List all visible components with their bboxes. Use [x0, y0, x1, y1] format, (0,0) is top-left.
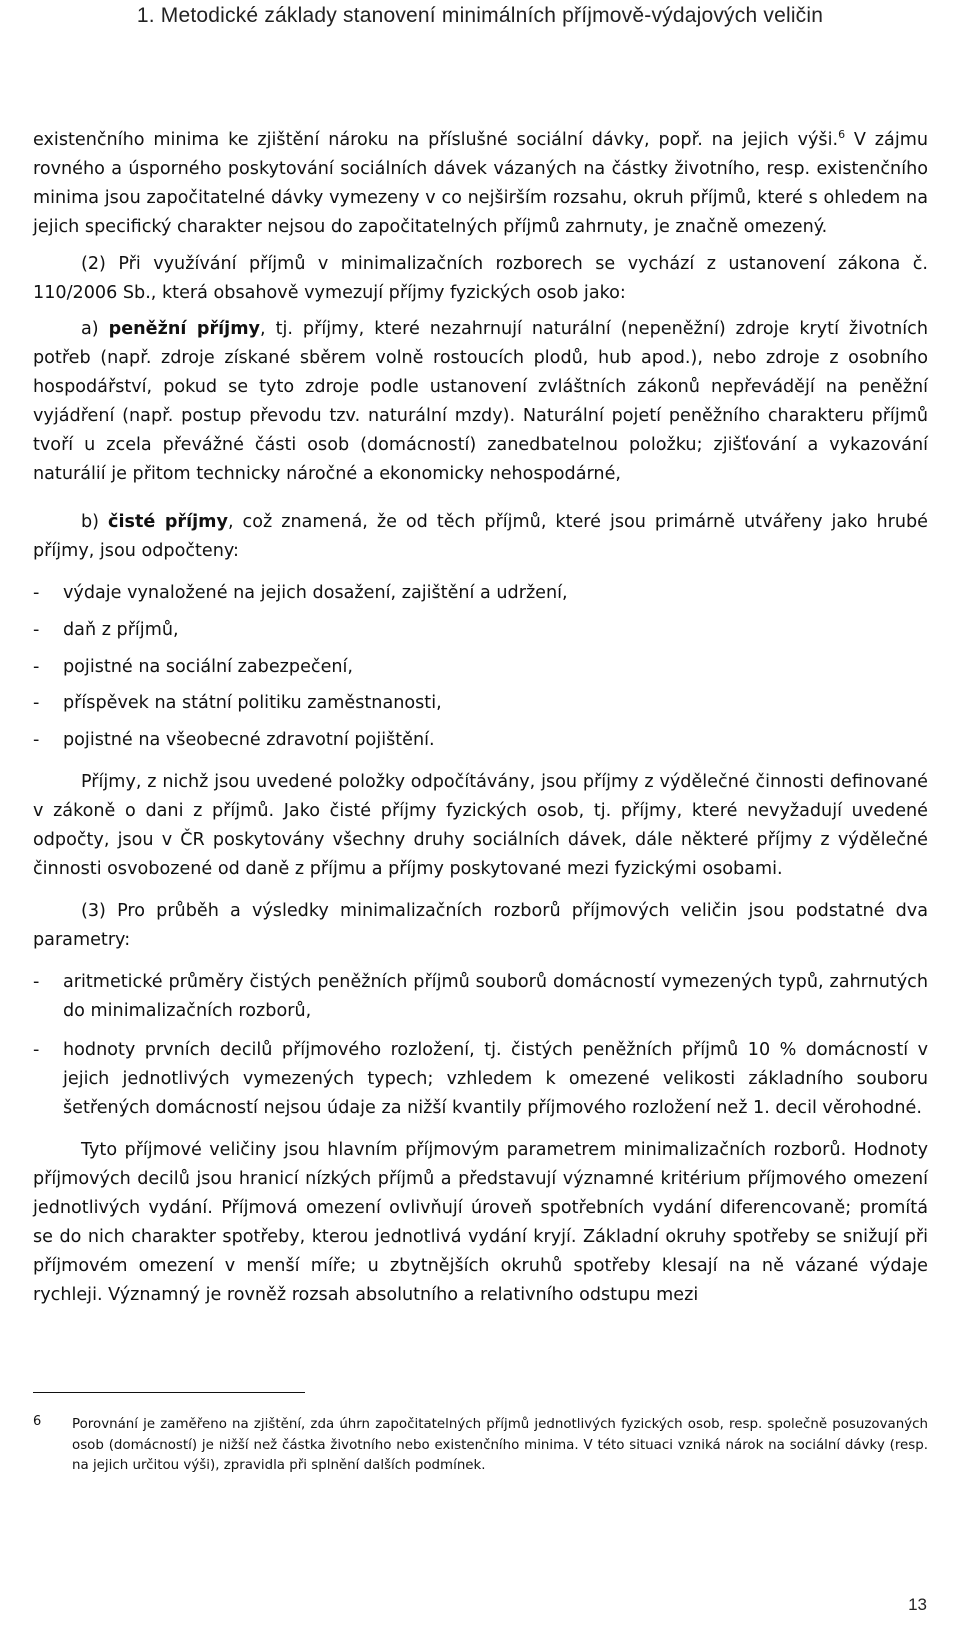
list-item: - aritmetické průměry čistých peněžních příjmů souborů domácností vymezených typů, zahrnutých do minimalizačních rozborů,	[33, 968, 928, 1026]
footnote-number: 6	[33, 1414, 42, 1429]
list-item: - pojistné na sociální zabezpečení,	[33, 653, 928, 682]
list-item: - výdaje vynaložené na jejich dosažení, zajištění a udržení,	[33, 579, 928, 608]
footnote-divider	[33, 1392, 305, 1393]
paragraph-text: , tj. příjmy, které nezahrnují naturální (nepeněžní) zdroje krytí životních potřeb (např. zdroje získané sběrem volně rostoucích plodů, hub apod.), nebo zdroje z osobního hospodářství, pokud se tyto zdroje podle ustanovení zvláštních zákonů nepřevádějí na peněžní vyjádření (např. postup převodu tzv. naturální mzdy). Naturální pojetí peněžního charakteru příjmů tvoří u zcela převážné části osob (domácností) zanedbatelnou položku; zjišťování a vykazování naturálií je přitom technicky náročné a ekonomicky nehospodárné,	[33, 319, 928, 484]
list-marker: a)	[81, 319, 109, 340]
deductions-list	[33, 579, 928, 756]
running-header: 1. Metodické základy stanovení minimálních příjmově-výdajových veličin	[136, 4, 824, 27]
paragraph-income-parameters: Tyto příjmové veličiny jsou hlavním příjmovým parametrem minimalizačních rozborů. Hodnoty příjmových decilů jsou hranicí nízkých příjmů a představují významné kritérium příjmového omezení jednotlivých vydání. Příjmová omezení ovlivňují úroveň spotřebních vydání diferencovaně; promítá se do nich charakter spotřeby, kterou jednotlivá vydání kryjí. Základní okruhy spotřeby se snižují při příjmovém omezení v menší míře; u zbytnějších okruhů spotřeby klesají na ně vázané výdaje rychleji. Významný je rovněž rozsah absolutního a relativního odstupu mezi	[33, 1140, 928, 1305]
term-net-income: čisté příjmy	[108, 511, 228, 532]
footnote-text: Porovnání je zaměřeno na zjištění, zda úhrn započitatelných příjmů jednotlivých fyzických osob, resp. společně posuzovaných osob (domácností) je nižší než částka životního nebo existenčního minima. V této situaci vzniká nárok na sociální dávky (resp. na jejich určitou výši), zpravidla při splnění dalších podmínek.	[72, 1417, 928, 1473]
list-item: - daň z příjmů,	[33, 616, 928, 645]
paragraph-income-definition: Příjmy, z nichž jsou uvedené položky odpočítávány, jsou příjmy z výdělečné činnosti definované v zákoně o dani z příjmů. Jako čisté příjmy fyzických osob, tj. příjmy, které nevyžadují uvedené odpočty, jsou v ČR poskytovány všechny druhy sociálních dávek, dále některé příjmy z výdělečné činnosti osvobozené od daně z příjmu a příjmy poskytované mezi fyzickými osobami.	[33, 772, 928, 879]
paragraph-text: V zájmu rovného a úsporného poskytování sociálních dávek vázaných na částky životního, resp. existenčního minima jsou započitatelné dávky vymezeny v co nejširším rozsahu, okruh příjmů, které s ohledem na jejich specifický charakter nejsou do započitatelných příjmů zahrnuty, je značně omezený.	[33, 130, 928, 237]
list-item: - pojistné na všeobecné zdravotní pojištění.	[33, 726, 928, 755]
term-cash-income: peněžní příjmy	[108, 319, 261, 340]
paragraph-section-3: (3) Pro průběh a výsledky minimalizačních rozborů příjmových veličin jsou podstatné dva parametry:	[33, 900, 928, 950]
list-marker: b)	[81, 511, 109, 532]
paragraph-text: , což znamená, že od těch příjmů, které jsou primárně utvářeny jako hrubé příjmy, jsou odpočteny:	[33, 511, 928, 561]
paragraph-cash-income	[33, 315, 928, 488]
paragraph-section-2: (2) Při využívání příjmů v minimalizačních rozborech se vychází z ustanovení zákona č. 110/2006 Sb., která obsahově vymezují příjmy fyzických osob jako:	[33, 253, 928, 303]
list-item: - hodnoty prvních decilů příjmového rozložení, tj. čistých peněžních příjmů 10 % domácností v jejich jednotlivých vymezených typech; vzhledem k omezené velikosti základního souboru šetřených domácností nejsou údaje za nižší kvantily příjmového rozložení než 1. decil věrohodné.	[33, 1036, 928, 1123]
paragraph-minimum-intro	[33, 126, 928, 242]
list-item: - příspěvek na státní politiku zaměstnanosti,	[33, 689, 928, 718]
paragraph-net-income	[33, 508, 928, 566]
main-text	[33, 126, 928, 1310]
parameters-list	[33, 968, 928, 1124]
page-number: 13	[908, 1595, 927, 1614]
footnote	[33, 1415, 928, 1477]
footnote-reference[interactable]: 6	[838, 128, 846, 142]
paragraph-text: existenčního minima ke zjištění nároku na příslušné sociální dávky, popř. na jejich výši.	[33, 130, 839, 150]
